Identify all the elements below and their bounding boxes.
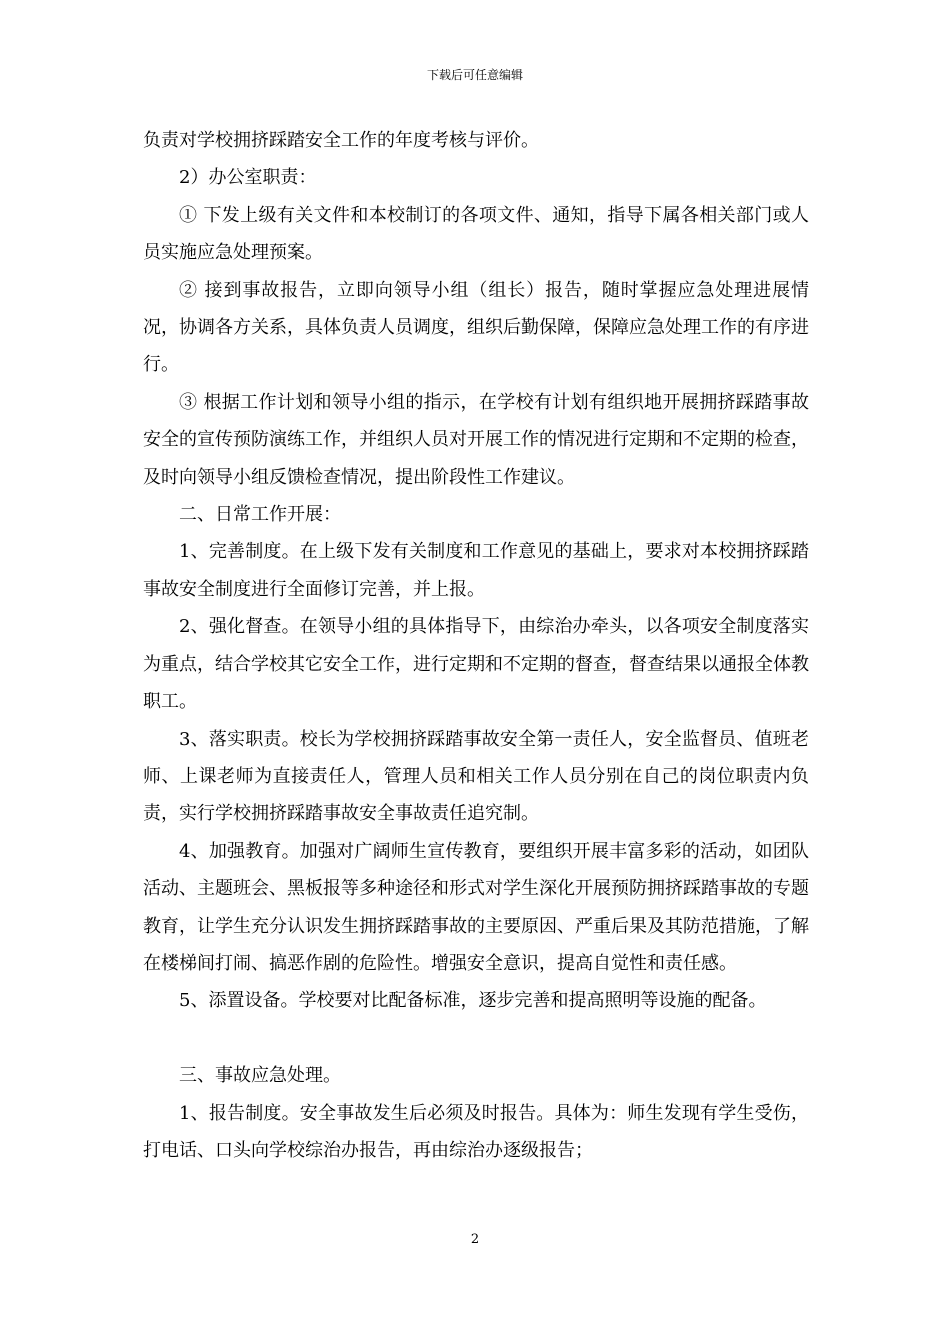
- paragraph: 3、落实职责。校长为学校拥挤踩踏事故安全第一责任人，安全监督员、值班老师、上课老师为直接责任人，管理人员和相关工作人员分别在自己的岗位职责内负责，实行学校拥挤踩踏事故安全事故责任追究制。: [143, 728, 809, 825]
- paragraph: 1、报告制度。安全事故发生后必须及时报告。具体为：师生发现有学生受伤，打电话、口头向学校综治办报告，再由综治办逐级报告；: [143, 1102, 809, 1161]
- page-header: 下载后可任意编辑: [426, 68, 523, 82]
- blank-line: [143, 1020, 809, 1057]
- section-heading: 2）办公室职责：: [179, 167, 317, 189]
- paragraph: 5、添置设备。学校要对比配备标准，逐步完善和提高照明等设施的配备。: [179, 990, 767, 1012]
- paragraph: ③ 根据工作计划和领导小组的指示，在学校有计划有组织地开展拥挤踩踏事故安全的宣传预防演练工作，并组织人员对开展工作的情况进行定期和不定期的检查，及时向领导小组反馈检查情况，提出阶段性工作建议。: [143, 391, 809, 488]
- paragraph: ① 下发上级有关文件和本校制订的各项文件、通知，指导下属各相关部门或人员实施应急处理预案。: [143, 204, 809, 264]
- paragraph: 2、强化督查。在领导小组的具体指导下，由综治办牵头，以各项安全制度落实为重点，结合学校其它安全工作，进行定期和不定期的督查，督查结果以通报全体教职工。: [143, 616, 809, 713]
- page-number: 2: [470, 1232, 480, 1247]
- document-body: [143, 122, 809, 1169]
- paragraph: 4、加强教育。加强对广阔师生宣传教育，要组织开展丰富多彩的活动，如团队活动、主题班会、黑板报等多种途径和形式对学生深化开展预防拥挤踩踏事故的专题教育，让学生充分认识发生拥挤踩踏事故的主要原因、严重后果及其防范措施，了解在楼梯间打闹、搞恶作剧的危险性。增强安全意识，提高自觉性和责任感。: [143, 840, 809, 974]
- paragraph: 1、完善制度。在上级下发有关制度和工作意见的基础上，要求对本校拥挤踩踏事故安全制度进行全面修订完善，并上报。: [143, 541, 809, 600]
- paragraph: ② 接到事故报告，立即向领导小组（组长）报告，随时掌握应急处理进展情况，协调各方关系，具体负责人员调度，组织后勤保障，保障应急处理工作的有序进行。: [143, 279, 809, 376]
- section-heading: 三、事故应急处理。: [179, 1065, 341, 1087]
- section-heading: 二、日常工作开展：: [179, 504, 341, 526]
- paragraph: 负责对学校拥挤踩踏安全工作的年度考核与评价。: [143, 130, 539, 151]
